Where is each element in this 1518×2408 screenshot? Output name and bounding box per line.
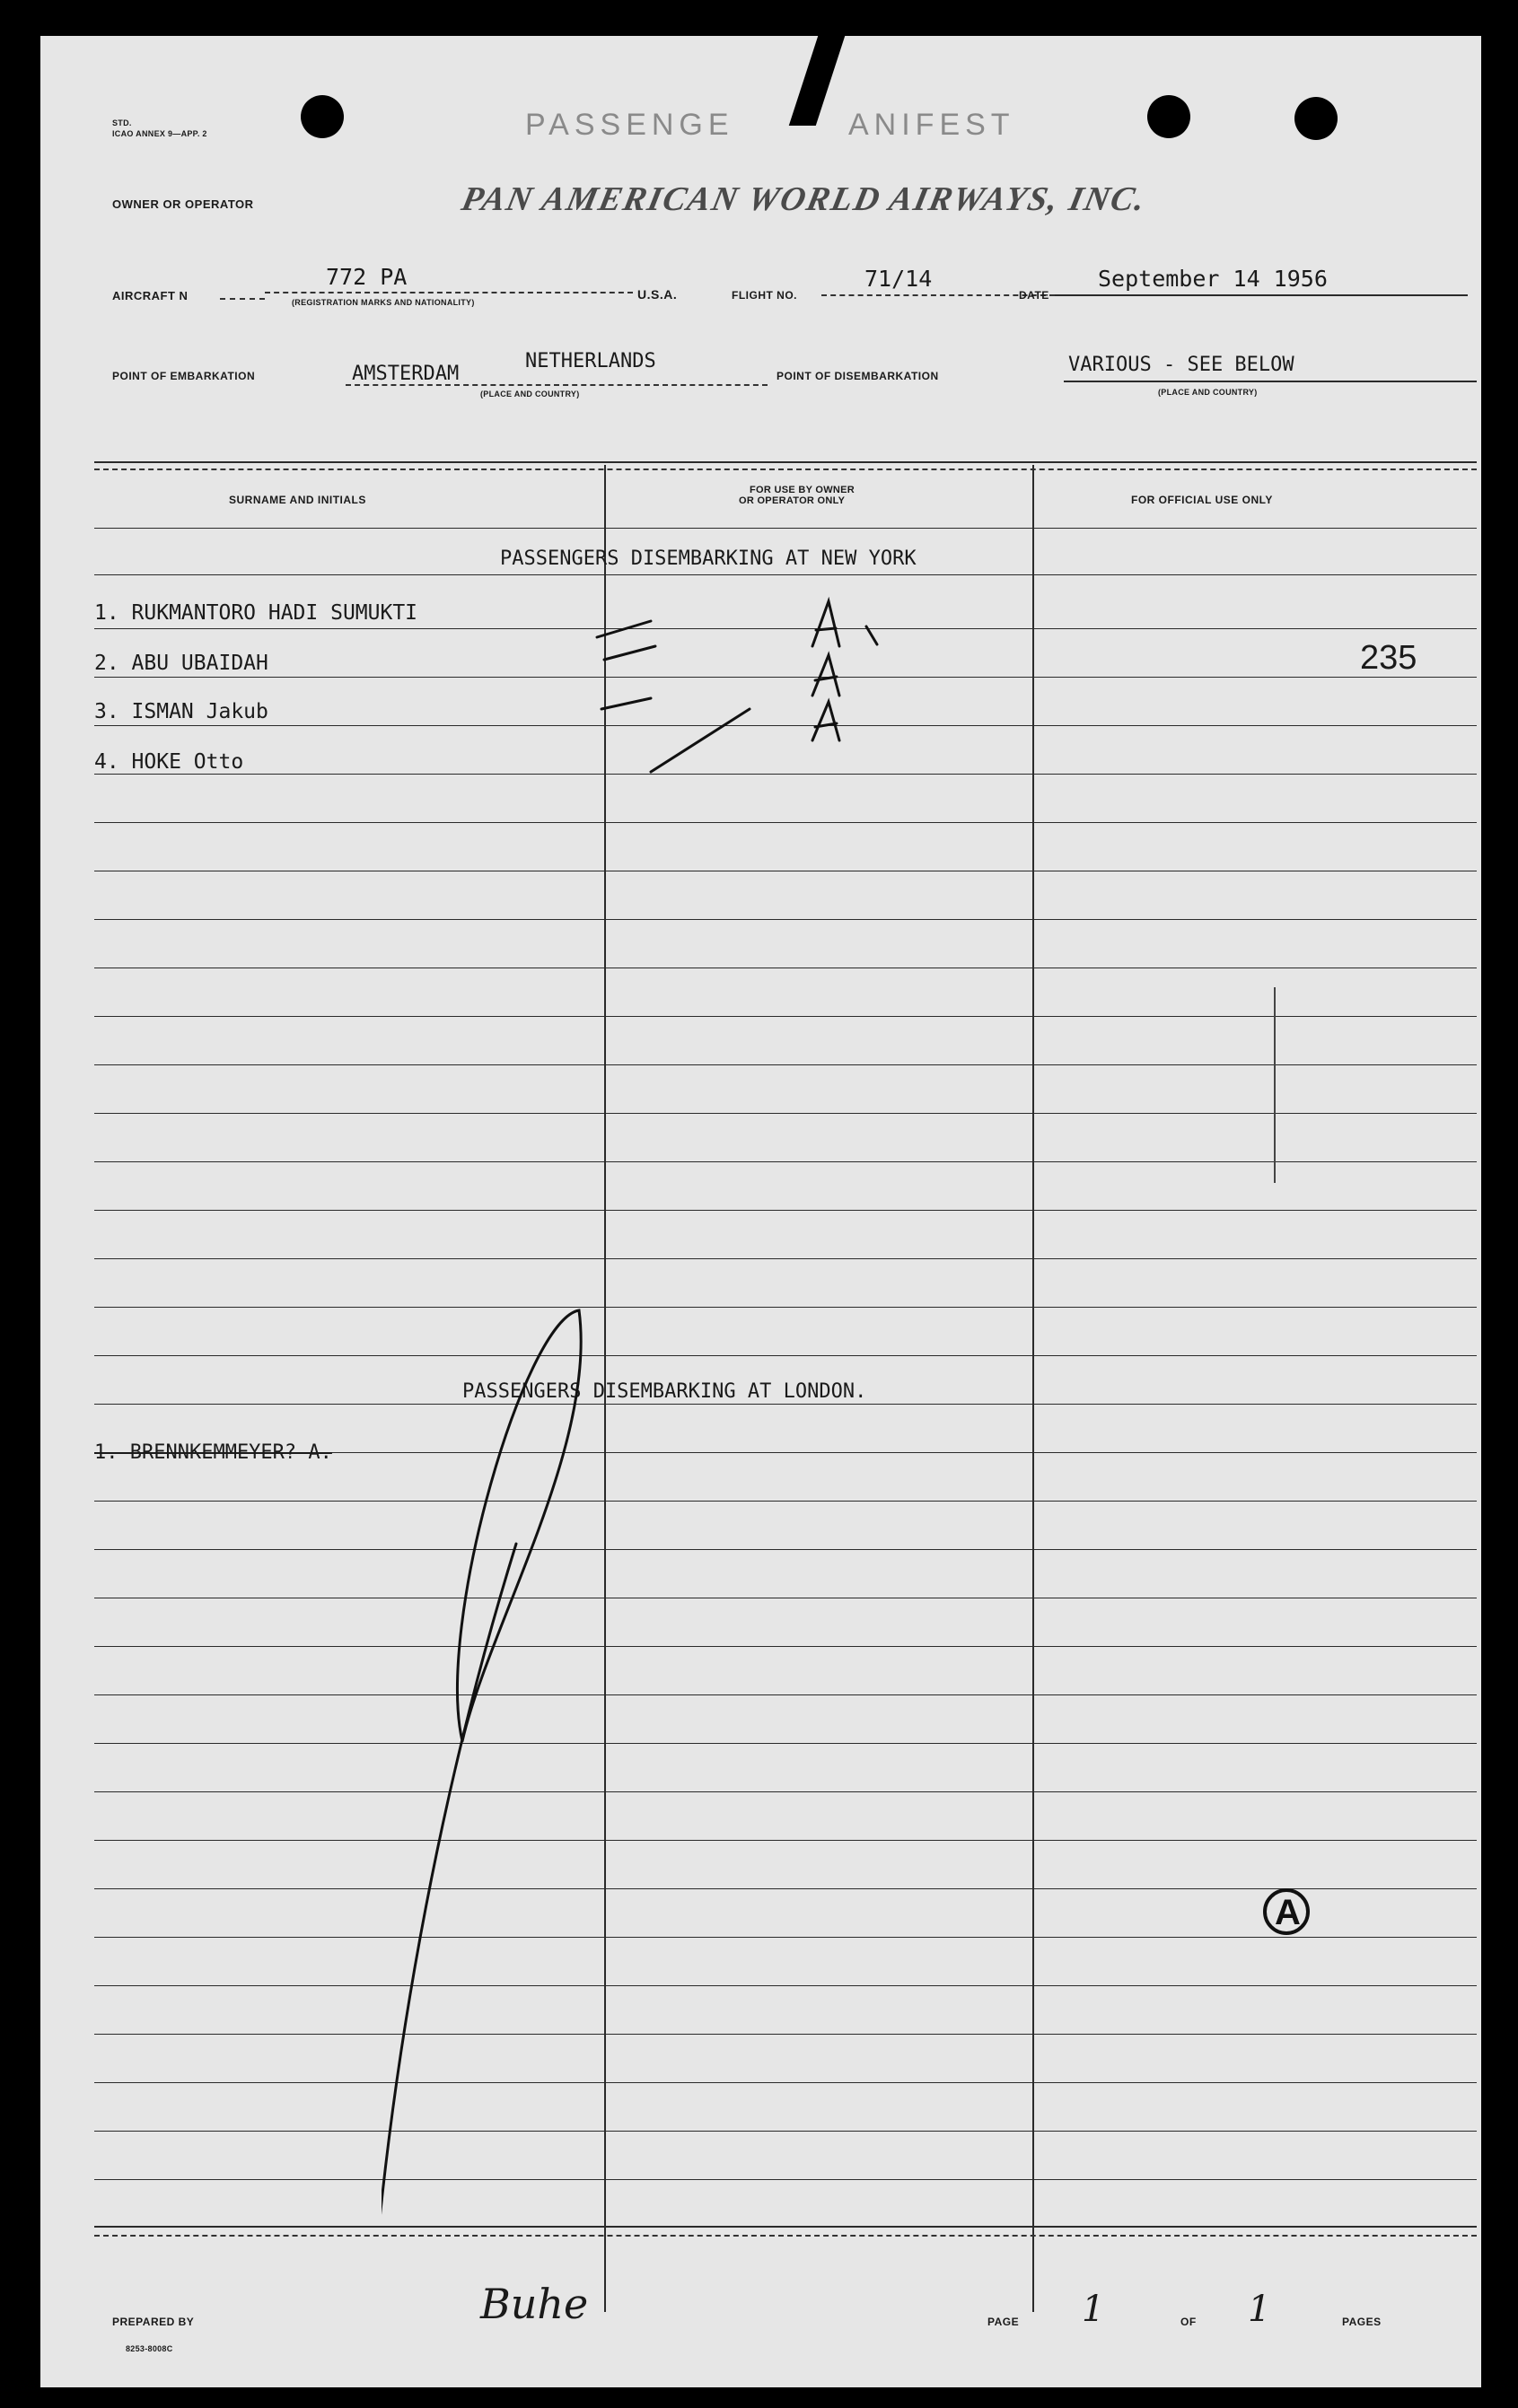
row-rule: [94, 1743, 1477, 1744]
aircraft-dash: [220, 298, 265, 302]
date-underline: [1055, 294, 1468, 296]
disembark-caption: (PLACE AND COUNTRY): [1158, 388, 1258, 397]
stamp-letter: A: [1275, 1893, 1301, 1932]
passenger-ny-2: 2. ABU UBAIDAH: [94, 652, 268, 675]
row-rule: [94, 1307, 1477, 1308]
disembark-underline: [1064, 381, 1477, 382]
embark-caption: (PLACE AND COUNTRY): [480, 390, 580, 398]
page-value: 1: [1082, 2289, 1105, 2330]
col-header-owner-1: FOR USE BY OWNER: [750, 485, 856, 495]
passenger-ny-3: 3. ISMAN Jakub: [94, 700, 268, 723]
row-rule: [94, 1694, 1477, 1695]
row-rule: [94, 1258, 1477, 1259]
pencil-mark: [1274, 987, 1276, 1183]
flight-label: FLIGHT NO.: [732, 289, 797, 302]
row-rule: [94, 1161, 1477, 1162]
manifest-title-right: ANIFEST: [848, 108, 1015, 142]
row-rule: [94, 1064, 1477, 1065]
row-rule: [94, 822, 1477, 823]
row-rule: [94, 1210, 1477, 1211]
embark-country: NETHERLANDS: [525, 350, 656, 372]
row-rule: [94, 1355, 1477, 1356]
passenger-london-1: 1. BRENNKEMMEYER? A.: [94, 1441, 332, 1464]
col-header-surname: SURNAME AND INITIALS: [229, 494, 366, 506]
punch-hole-right-2: [1294, 97, 1338, 140]
row-rule: [94, 2131, 1477, 2132]
tear-mark: [789, 36, 845, 126]
prepared-label: PREPARED BY: [112, 2316, 195, 2328]
row-rule: [94, 2082, 1477, 2083]
manifest-title-left: PASSENGE: [525, 108, 734, 142]
row-rule: [94, 1985, 1477, 1986]
official-number: 235: [1360, 639, 1417, 677]
pages-label: PAGES: [1342, 2316, 1382, 2328]
date-label: DATE: [1019, 289, 1049, 302]
row-rule: [94, 574, 1477, 575]
row-rule: [94, 1404, 1477, 1405]
owner-label: OWNER OR OPERATOR: [112, 197, 254, 211]
row-rule: [94, 1840, 1477, 1841]
aircraft-caption: (REGISTRATION MARKS AND NATIONALITY): [292, 298, 475, 307]
country-label: U.S.A.: [637, 287, 678, 302]
passenger-ny-1: 1. RUKMANTORO HADI SUMUKTI: [94, 601, 418, 625]
row-rule: [94, 1549, 1477, 1550]
row-rule: [94, 1791, 1477, 1792]
row-rule: [94, 1016, 1477, 1017]
footer-rule-2: [94, 2235, 1477, 2238]
embark-label: POINT OF EMBARKATION: [112, 370, 256, 382]
punch-hole-left: [301, 95, 344, 138]
passenger-ny-4: 4. HOKE Otto: [94, 750, 244, 774]
row-rule: [94, 1113, 1477, 1114]
disembark-label: POINT OF DISEMBARKATION: [777, 370, 939, 382]
punch-hole-right-1: [1147, 95, 1190, 138]
handwritten-loop: [382, 1265, 597, 2298]
footer-rule-1: [94, 2226, 1477, 2228]
new-york-heading: PASSENGERS DISEMBARKING AT NEW YORK: [500, 547, 917, 570]
col-divider-2: [1032, 465, 1034, 2312]
of-label: OF: [1180, 2316, 1197, 2328]
signature: Buhe: [480, 2280, 589, 2328]
standard-ref-line2: ICAO ANNEX 9—APP. 2: [112, 129, 207, 138]
row-rule: [94, 1646, 1477, 1647]
form-number: 8253-8008C: [126, 2344, 173, 2353]
page-label: PAGE: [987, 2316, 1020, 2328]
row-rule: [94, 919, 1477, 920]
circled-stamp-mark: [1250, 1876, 1322, 1948]
row-rule: [94, 2034, 1477, 2035]
date-value: September 14 1956: [1098, 266, 1328, 292]
aircraft-value: 772 PA: [326, 264, 408, 290]
aircraft-label: AIRCRAFT N: [112, 289, 189, 302]
operator-name: PAN AMERICAN WORLD AIRWAYS, INC.: [458, 180, 1151, 218]
row-rule: [94, 528, 1477, 529]
handwritten-check-marks: [543, 583, 920, 817]
table-top-rule-1: [94, 461, 1477, 463]
embark-underline: [346, 384, 768, 388]
of-value: 1: [1248, 2289, 1271, 2330]
standard-ref-line1: STD.: [112, 118, 132, 127]
col-header-official: FOR OFFICIAL USE ONLY: [1131, 494, 1273, 506]
disembark-value: VARIOUS - SEE BELOW: [1068, 354, 1294, 376]
row-rule: [94, 1501, 1477, 1502]
flight-value: 71/14: [864, 266, 933, 292]
manifest-sheet: [40, 36, 1481, 2387]
london-heading: PASSENGERS DISEMBARKING AT LONDON.: [462, 1380, 867, 1403]
table-top-rule-2: [94, 468, 1477, 472]
row-rule: [94, 2179, 1477, 2180]
col-header-owner-2: OR OPERATOR ONLY: [739, 495, 846, 506]
embark-city: AMSTERDAM: [352, 363, 460, 385]
aircraft-underline: [265, 292, 633, 295]
